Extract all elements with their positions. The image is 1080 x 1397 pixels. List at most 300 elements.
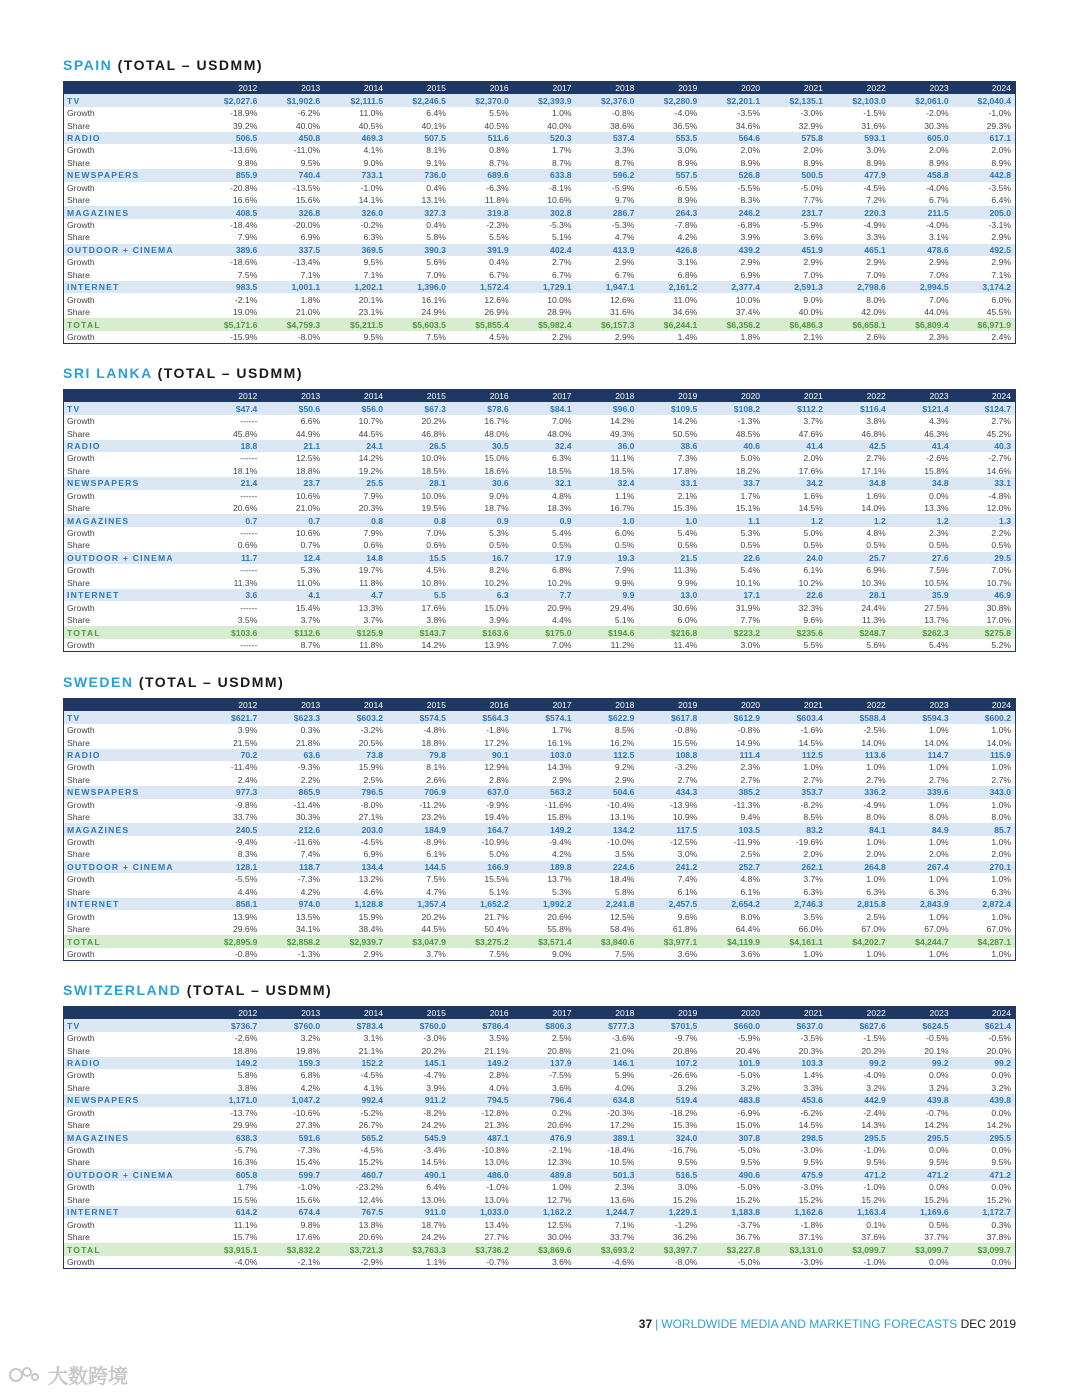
table-cell: 5.1% [489, 886, 509, 897]
share-row [64, 577, 1016, 589]
table-cell: 1.0% [929, 948, 949, 959]
row-label: NEWSPAPERS [64, 477, 199, 489]
table-cell: 2.5% [363, 774, 384, 785]
table-cell: 66.0% [798, 924, 823, 935]
table-cell: 31.6% [610, 307, 635, 318]
table-cell: 1,572.4 [450, 281, 513, 293]
row-label: Share [67, 1082, 90, 1093]
table-cell: 1.0% [866, 948, 886, 959]
table-cell: 7.0% [866, 269, 886, 280]
table-cell: 2,746.3 [764, 898, 827, 910]
growth-row [64, 331, 1016, 344]
table-cell: -1.0% [486, 1182, 509, 1193]
table-cell: 511.6 [450, 132, 513, 144]
table-cell: -10.4% [607, 799, 635, 810]
table-cell: 0.5% [991, 540, 1011, 551]
table-cell: 1.4% [677, 331, 698, 342]
table-cell: 4.8% [866, 528, 886, 539]
table-cell: 2.3% [929, 331, 949, 342]
table-cell: 9.5% [363, 257, 384, 268]
table-cell: 14.0% [924, 737, 949, 748]
table-cell: 2,798.6 [827, 281, 890, 293]
table-cell: -2.7% [988, 453, 1011, 464]
table-cell: -0.8% [737, 725, 761, 736]
table-cell: -11.0% [293, 145, 321, 156]
table-cell: 8.9% [677, 195, 698, 206]
table-cell: $223.2 [701, 626, 764, 638]
table-cell: 4.8% [740, 874, 761, 885]
table-cell: 34.6% [735, 120, 761, 131]
table-cell: 184.9 [387, 823, 450, 835]
share-row [64, 1044, 1016, 1056]
table-cell: $103.6 [199, 626, 262, 638]
table-cell: -11.6% [544, 799, 572, 810]
table-cell: 0.2% [551, 1107, 572, 1118]
year-header: 2012 [199, 390, 262, 403]
table-cell: 21.0% [610, 1045, 635, 1056]
table-cell: 10.9% [672, 812, 698, 823]
row-label: Growth [67, 799, 95, 810]
table-cell: 21.7% [484, 911, 509, 922]
table-cell: 134.2 [576, 823, 639, 835]
year-header: 2016 [450, 82, 513, 95]
table-cell: ------ [240, 639, 258, 650]
table-cell: 7.0% [929, 294, 949, 305]
table-cell: 471.2 [953, 1169, 1016, 1181]
table-cell: -9.9% [486, 799, 509, 810]
table-cell: 61.8% [672, 924, 698, 935]
table-cell: 2.5% [551, 1033, 572, 1044]
row-label: Share [67, 157, 90, 168]
table-cell: 15.4% [295, 602, 321, 613]
table-cell: 8.9% [740, 157, 761, 168]
table-cell: 637.0 [450, 786, 513, 798]
table-cell: 7.4% [300, 849, 321, 860]
share-row [64, 1119, 1016, 1131]
year-header: 2017 [513, 82, 576, 95]
watermark-text: 大数跨境 [48, 1366, 128, 1388]
table-cell: 3.2% [866, 1082, 886, 1093]
table-cell: 12.6% [484, 294, 509, 305]
table-cell: 12.7% [547, 1194, 572, 1205]
table-cell: ------ [240, 416, 258, 427]
table-cell: 490.1 [387, 1169, 450, 1181]
row-label: Growth [67, 1145, 95, 1156]
row-label: Share [67, 774, 90, 785]
table-cell: 21.3% [484, 1120, 509, 1131]
table-cell: 10.0% [421, 453, 446, 464]
table-cell: 0.4% [426, 182, 446, 193]
table-cell: 9.0% [803, 294, 823, 305]
table-cell: 220.3 [827, 206, 890, 218]
table-cell: 855.9 [199, 169, 262, 181]
category-row [64, 440, 1016, 452]
table-cell: 3.6% [551, 1082, 572, 1093]
table-cell: $3,227.8 [701, 1243, 764, 1255]
table-cell: 1.7% [551, 725, 572, 736]
table-cell: 12.5% [610, 911, 635, 922]
table-cell: 1,229.1 [638, 1206, 701, 1218]
table-cell: 460.7 [324, 1169, 387, 1181]
table-cell: 4.7% [426, 886, 446, 897]
table-cell: 2.7% [991, 416, 1011, 427]
table-cell: 1.0% [991, 799, 1011, 810]
table-cell: 31.9% [735, 602, 761, 613]
year-header: 2022 [827, 699, 890, 712]
table-cell: 3.7% [803, 416, 823, 427]
table-cell: $6,356.2 [701, 318, 764, 330]
row-label: TV [64, 1019, 199, 1031]
table-cell: 39.2% [232, 120, 258, 131]
table-cell: 15.2% [672, 1194, 698, 1205]
table-cell: 796.5 [324, 786, 387, 798]
table-cell: 9.2% [614, 762, 635, 773]
year-header: 2012 [199, 699, 262, 712]
table-cell: 740.4 [261, 169, 324, 181]
table-cell: 633.8 [513, 169, 576, 181]
table-cell: 8.3% [237, 849, 258, 860]
table-cell: 4.1 [261, 589, 324, 601]
table-cell: 15.8% [547, 812, 572, 823]
table-cell: 21.1% [358, 1045, 384, 1056]
share-row [64, 736, 1016, 748]
table-cell: 40.5% [358, 120, 384, 131]
table-cell: 4.2% [551, 849, 572, 860]
year-header-row [64, 699, 1016, 712]
table-cell: 0.4% [489, 257, 509, 268]
table-cell: 10.2% [484, 577, 509, 588]
table-cell: 2.0% [991, 849, 1011, 860]
table-cell: 0.1% [866, 1219, 886, 1230]
total-row [64, 1243, 1016, 1255]
row-label: MAGAZINES [64, 1131, 199, 1143]
table-cell: -3.6% [611, 1033, 635, 1044]
table-cell: $3,131.0 [764, 1243, 827, 1255]
table-cell: -5.5% [737, 182, 761, 193]
table-cell: 10.8% [421, 577, 446, 588]
table-cell: -5.5% [234, 874, 258, 885]
table-cell: $2,103.0 [827, 94, 890, 106]
table-cell: -4.6% [611, 1256, 635, 1267]
table-cell: 19.5% [421, 503, 446, 514]
table-cell: 475.9 [764, 1169, 827, 1181]
table-cell: 537.4 [576, 132, 639, 144]
table-cell: 34.8 [890, 477, 953, 489]
table-cell: 20.8% [672, 1045, 698, 1056]
table-cell: -5.2% [360, 1107, 384, 1118]
table-cell: $3,571.4 [513, 935, 576, 947]
table-cell: 1.0% [866, 762, 886, 773]
growth-row [64, 490, 1016, 502]
table-cell: -3.7% [737, 1219, 761, 1230]
table-cell: 2.0% [803, 453, 823, 464]
table-cell: 7.1% [300, 269, 321, 280]
table-cell: 17.1 [701, 589, 764, 601]
table-cell: 159.3 [261, 1057, 324, 1069]
table-cell: $3,397.7 [638, 1243, 701, 1255]
share-row [64, 1194, 1016, 1206]
table-cell: 767.5 [324, 1206, 387, 1218]
table-cell: $124.7 [953, 402, 1016, 414]
table-cell: 13.8% [358, 1219, 384, 1230]
table-cell: 369.5 [324, 244, 387, 256]
table-cell: 3.9% [489, 615, 509, 626]
table-cell: 4.1% [363, 145, 384, 156]
table-cell: 50.5% [672, 428, 698, 439]
table-cell: -3.0% [800, 108, 823, 119]
table-cell: $2,939.7 [324, 935, 387, 947]
table-cell: 2,994.5 [890, 281, 953, 293]
year-header: 2014 [324, 82, 387, 95]
table-cell: 10.0% [547, 294, 572, 305]
total-row [64, 626, 1016, 638]
table-cell: 5.6% [866, 639, 886, 650]
table-cell: 7.5% [489, 948, 509, 959]
table-cell: 18.5% [421, 465, 446, 476]
table-cell: 6.9% [866, 565, 886, 576]
category-row [64, 1057, 1016, 1069]
table-cell: 55.8% [547, 924, 572, 935]
table-cell: 0.8 [324, 514, 387, 526]
table-cell: -6.9% [737, 1107, 761, 1118]
table-cell: -4.9% [863, 220, 886, 231]
table-cell: 6.3% [929, 886, 949, 897]
table-cell: 0.4% [426, 220, 446, 231]
table-cell: 7.5% [426, 331, 446, 342]
table-cell: -6.2% [800, 1107, 823, 1118]
year-header: 2022 [827, 1007, 890, 1020]
table-cell: 295.5 [953, 1131, 1016, 1143]
table-cell: 16.6% [232, 195, 258, 206]
table-cell: -3.5% [737, 108, 761, 119]
table-cell: 14.1% [358, 195, 384, 206]
table-cell: 1,202.1 [324, 281, 387, 293]
table-cell: 5.3% [551, 886, 572, 897]
table-cell: 7.4% [677, 874, 698, 885]
table-cell: 3.6% [551, 1256, 572, 1267]
table-cell: 50.4% [484, 924, 509, 935]
table-cell: 83.2 [764, 823, 827, 835]
share-row [64, 1231, 1016, 1243]
category-row [64, 477, 1016, 489]
table-cell: 11.0% [296, 577, 321, 588]
table-cell: 9.5% [740, 1157, 761, 1168]
growth-row [64, 564, 1016, 576]
table-cell: -12.5% [670, 837, 698, 848]
table-cell: -5.9% [737, 1033, 761, 1044]
table-cell: 15.9% [358, 762, 384, 773]
table-cell: 4.2% [300, 1082, 321, 1093]
table-cell: 23.1% [358, 307, 384, 318]
table-cell: 326.8 [261, 206, 324, 218]
table-cell: 6.3% [866, 886, 886, 897]
table-cell: -18.2% [670, 1107, 698, 1118]
share-row [64, 886, 1016, 898]
table-cell: 1,162.2 [513, 1206, 576, 1218]
table-cell: 8.7% [614, 157, 635, 168]
row-label: Growth [67, 145, 95, 156]
table-cell: 41.4 [890, 440, 953, 452]
table-cell: $112.6 [261, 626, 324, 638]
table-cell: 7.7% [740, 615, 761, 626]
table-cell: 4.6% [363, 886, 384, 897]
share-row [64, 231, 1016, 243]
table-cell: 11.7 [199, 552, 262, 564]
table-cell: 3.6% [677, 948, 698, 959]
table-cell: 10.5% [924, 577, 949, 588]
table-cell: 1.0% [551, 1182, 572, 1193]
table-cell: 18.8% [232, 1045, 258, 1056]
table-cell: -19.6% [795, 837, 823, 848]
table-cell: $3,099.7 [953, 1243, 1016, 1255]
category-row [64, 281, 1016, 293]
table-cell: 27.5% [924, 602, 949, 613]
table-cell: 24.4% [861, 602, 886, 613]
table-cell: 4.5% [489, 331, 509, 342]
table-cell: 15.0% [484, 602, 509, 613]
table-cell: 13.4% [484, 1219, 509, 1230]
category-row [64, 1131, 1016, 1143]
table-cell: 1.0% [929, 725, 949, 736]
growth-row [64, 144, 1016, 156]
table-cell: -2.1% [297, 1256, 321, 1267]
table-cell: 7.5% [237, 269, 258, 280]
table-cell: 0.5% [929, 1219, 949, 1230]
table-cell: -2.3% [486, 220, 509, 231]
table-cell: 9.5% [677, 1157, 698, 1168]
table-cell: $2,393.9 [513, 94, 576, 106]
table-cell: 450.8 [261, 132, 324, 144]
table-cell: 264.3 [638, 206, 701, 218]
year-header: 2023 [890, 390, 953, 403]
table-cell: -3.5% [988, 182, 1011, 193]
table-cell: 44.9% [295, 428, 321, 439]
table-cell: 20.6% [358, 1232, 384, 1243]
table-cell: 1.2 [827, 514, 890, 526]
table-cell: 4.2% [300, 886, 321, 897]
table-cell: 1.0% [991, 948, 1011, 959]
table-cell: $4,244.7 [890, 935, 953, 947]
table-cell: 5.0% [740, 453, 761, 464]
table-cell: 36.0 [576, 440, 639, 452]
table-cell: 1,652.2 [450, 898, 513, 910]
row-label: Growth [67, 108, 95, 119]
table-cell: 1,128.8 [324, 898, 387, 910]
table-cell: 15.2% [861, 1194, 886, 1205]
table-cell: -0.5% [926, 1033, 949, 1044]
table-cell: 103.5 [701, 823, 764, 835]
table-cell: $660.0 [701, 1019, 764, 1031]
table-cell: 5.1% [551, 232, 572, 243]
country-name: SPAIN [63, 57, 113, 73]
table-cell: 9.6% [677, 911, 698, 922]
table-cell: -11.4% [230, 762, 258, 773]
table-cell: $603.2 [324, 711, 387, 723]
table-cell: 4.4% [237, 886, 258, 897]
row-label: Share [67, 1045, 90, 1056]
table-cell: 1.0% [929, 874, 949, 885]
share-row [64, 119, 1016, 131]
row-label: Share [67, 1157, 90, 1168]
table-cell: 2,654.2 [701, 898, 764, 910]
table-cell: 5.2% [991, 639, 1011, 650]
table-cell: 12.6% [610, 294, 635, 305]
row-label: NEWSPAPERS [64, 786, 199, 798]
table-cell: 295.5 [890, 1131, 953, 1143]
table-cell: 3.5% [803, 911, 823, 922]
growth-row [64, 639, 1016, 652]
table-cell: 3.1% [363, 1033, 384, 1044]
table-cell: 1.1% [614, 490, 635, 501]
table-cell: 19.8% [295, 1045, 321, 1056]
table-cell: 3,174.2 [953, 281, 1016, 293]
table-cell: -4.0% [674, 108, 698, 119]
table-cell: -3.5% [800, 1033, 823, 1044]
table-cell: 34.6% [672, 307, 698, 318]
table-cell: 6.0% [677, 615, 698, 626]
table-cell: $50.6 [261, 402, 324, 414]
table-cell: -0.5% [988, 1033, 1011, 1044]
table-cell: 2.9% [991, 232, 1011, 243]
table-cell: 16.1% [421, 294, 446, 305]
country-name: SRI LANKA [63, 365, 153, 381]
table-cell: 1.8% [740, 331, 761, 342]
table-cell: 15.9% [358, 911, 384, 922]
year-header: 2016 [450, 1007, 513, 1020]
table-cell: 0.0% [991, 1145, 1011, 1156]
table-cell: 149.2 [199, 1057, 262, 1069]
table-cell: 6.7% [489, 269, 509, 280]
table-cell: $3,915.1 [199, 1243, 262, 1255]
table-cell: 17.0% [986, 615, 1011, 626]
table-cell: -8.2% [423, 1107, 446, 1118]
table-cell: 79.8 [387, 749, 450, 761]
table-cell: 27.1% [358, 812, 384, 823]
table-cell: -6.8% [737, 220, 761, 231]
row-label: Growth [67, 725, 95, 736]
table-cell: 6.3% [551, 453, 572, 464]
table-cell: 733.1 [324, 169, 387, 181]
table-cell: $2,027.6 [199, 94, 262, 106]
share-row [64, 194, 1016, 206]
table-cell: $108.2 [701, 402, 764, 414]
table-cell: 14.0% [861, 503, 886, 514]
table-cell: -3.1% [988, 220, 1011, 231]
table-cell: 15.4% [295, 1157, 321, 1168]
table-cell: 451.9 [764, 244, 827, 256]
year-header: 2019 [638, 82, 701, 95]
table-cell: 2,872.4 [953, 898, 1016, 910]
table-cell: 28.1 [827, 589, 890, 601]
table-cell: 7.1% [991, 269, 1011, 280]
table-cell: 490.6 [701, 1169, 764, 1181]
table-cell: 19.4% [484, 812, 509, 823]
table-cell: 189.8 [513, 861, 576, 873]
table-cell: 20.2% [421, 911, 446, 922]
row-label: Share [67, 465, 90, 476]
table-cell: 7.9% [363, 490, 384, 501]
table-cell: 478.6 [890, 244, 953, 256]
table-cell: 0.5% [803, 540, 823, 551]
table-cell: -18.4% [230, 220, 258, 231]
table-cell: 99.2 [827, 1057, 890, 1069]
table-cell: 67.0% [861, 924, 886, 935]
table-cell: 9.8% [237, 157, 258, 168]
table-cell: 2.9% [803, 257, 823, 268]
row-label: TV [64, 402, 199, 414]
table-cell: 30.3% [924, 120, 949, 131]
table-cell: 593.1 [827, 132, 890, 144]
